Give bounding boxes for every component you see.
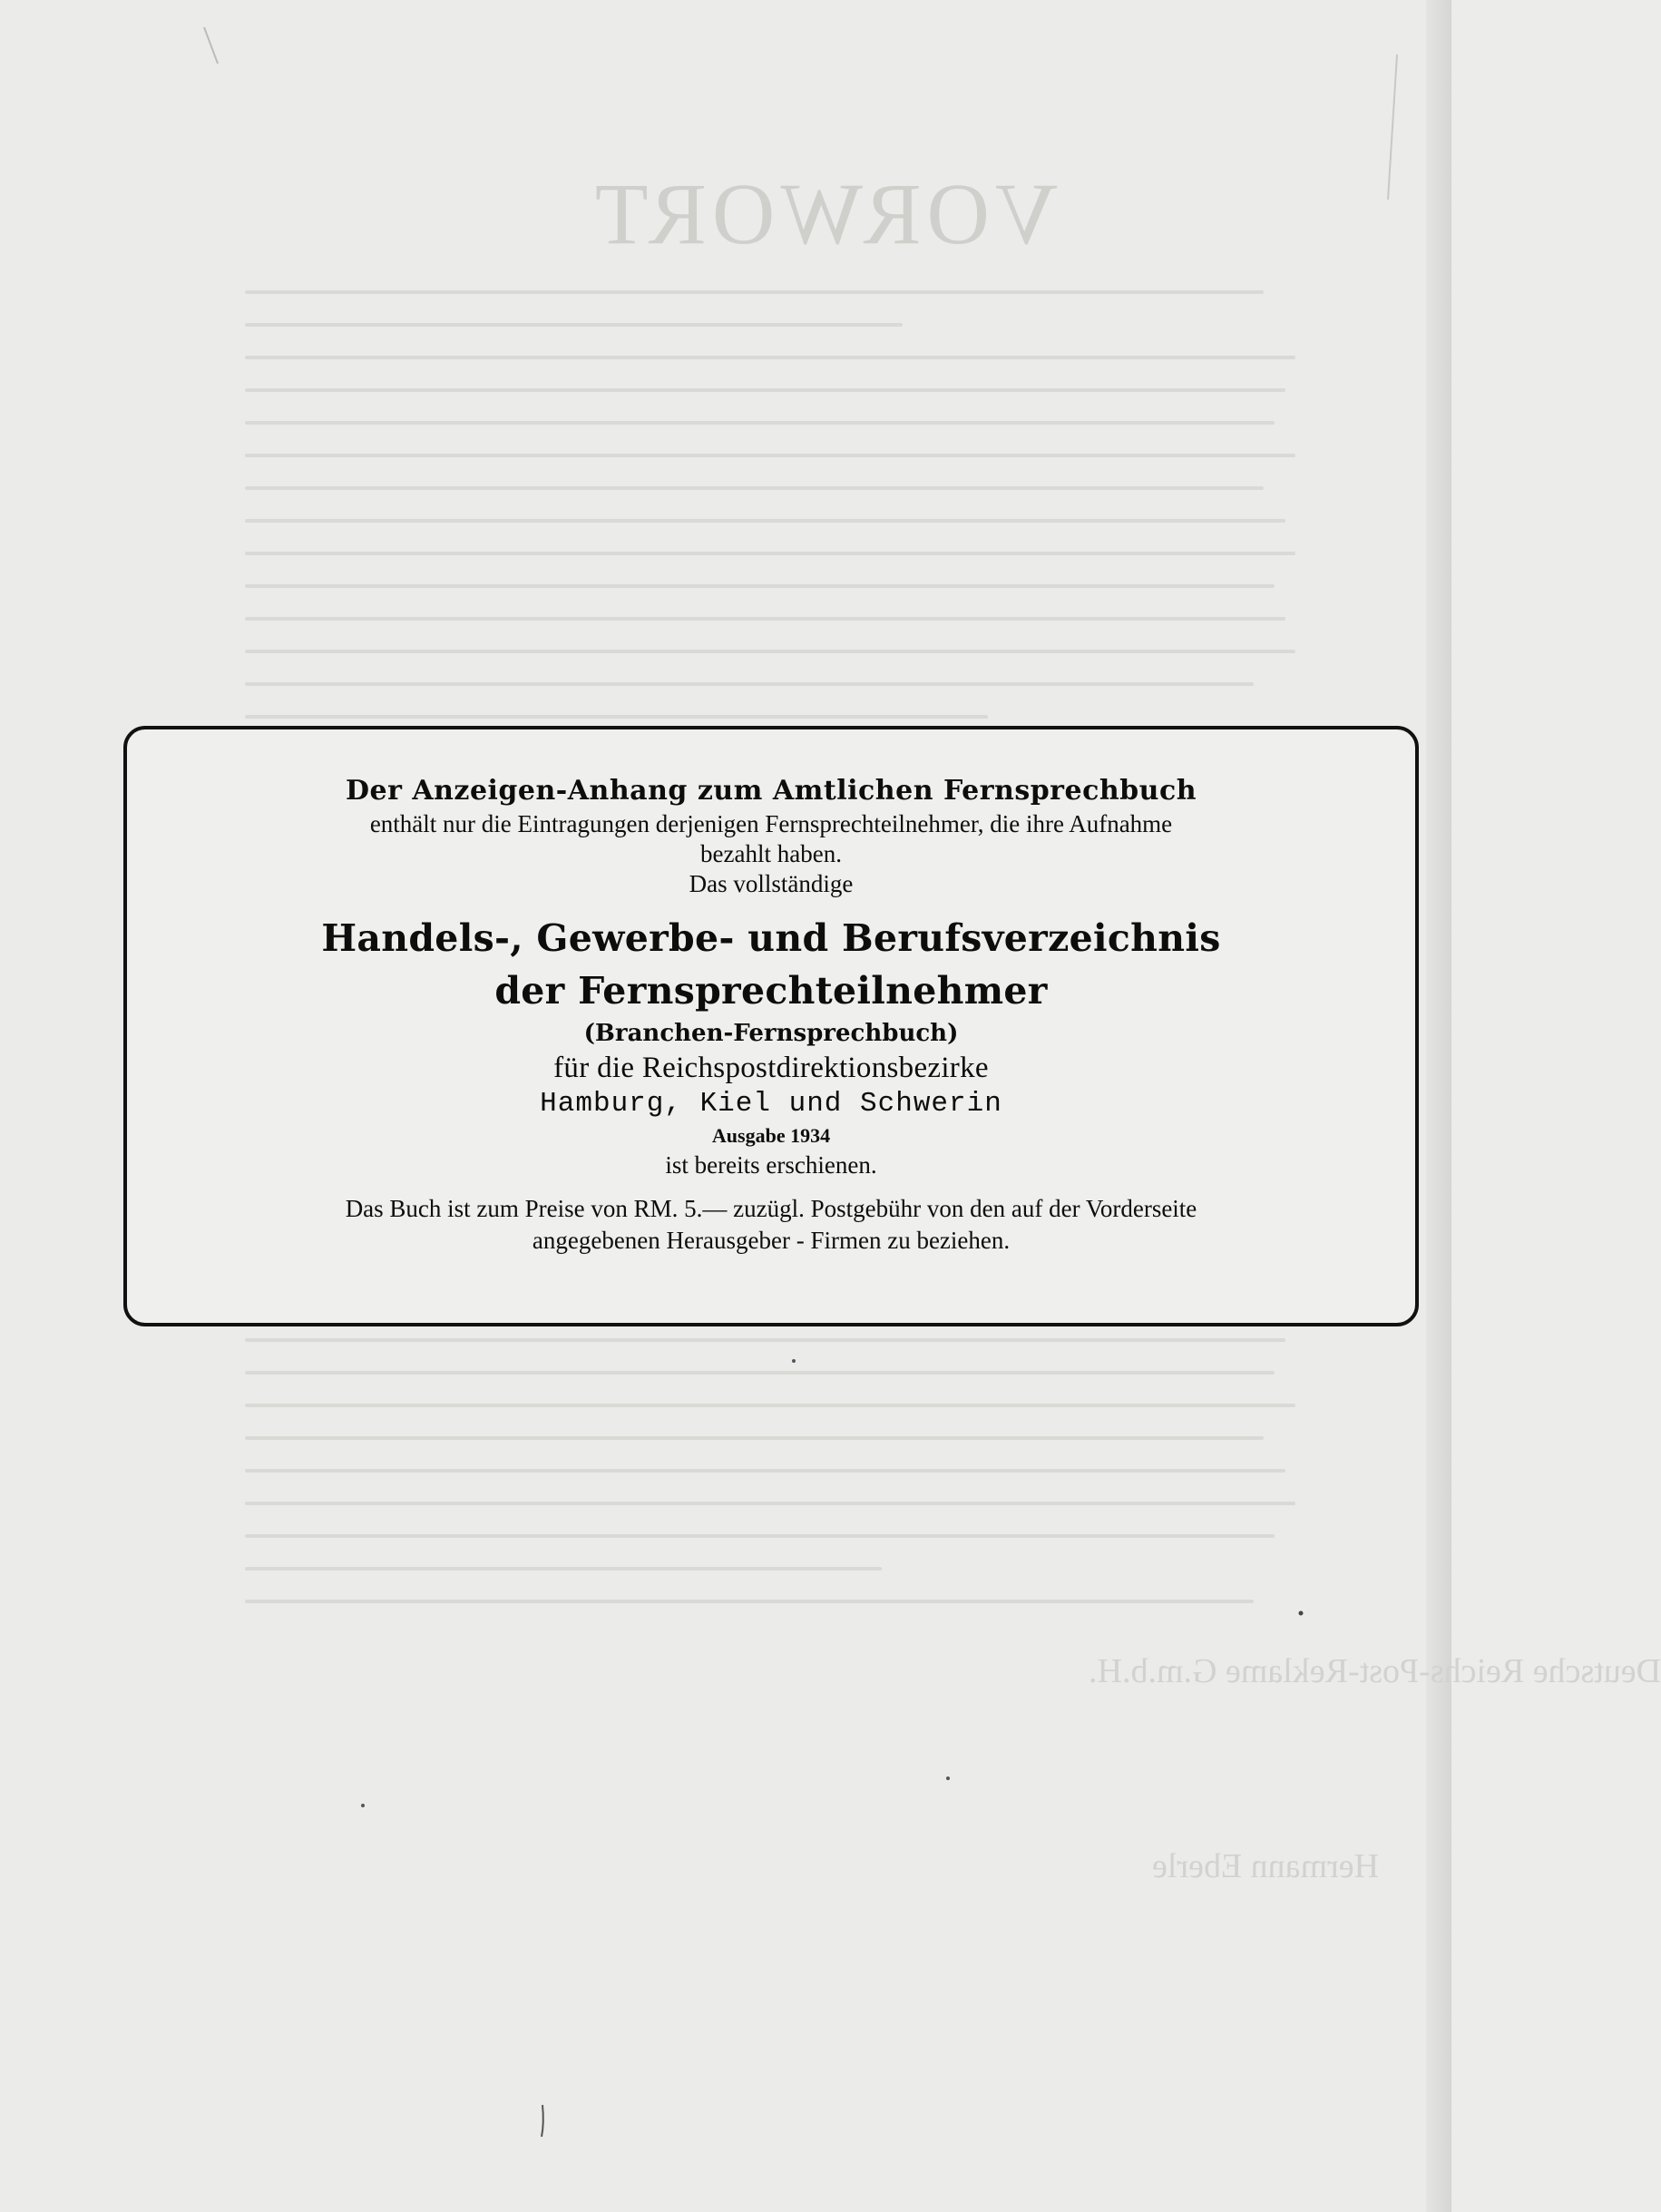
region-line-2: Hamburg, Kiel und Schwerin bbox=[540, 1088, 1002, 1120]
notice-box bbox=[123, 726, 1419, 1326]
price-text-line-1: Das Buch ist zum Preise von RM. 5.— zuzügl. Postgebühr von den auf der Vorderseite bbox=[345, 1195, 1197, 1222]
notice-headline: Der Anzeigen-Anhang zum Amtlichen Fernsprechbuch bbox=[345, 775, 1197, 807]
notice-text-line-2: bezahlt haben. bbox=[700, 840, 842, 867]
status-text: ist bereits erschienen. bbox=[665, 1151, 877, 1179]
notice-text-line-3: Das vollständige bbox=[689, 870, 854, 897]
directory-subtitle: (Branchen-Fernsprechbuch) bbox=[583, 1020, 959, 1047]
price-text-line-2: angegebenen Herausgeber - Firmen zu beziehen. bbox=[532, 1227, 1011, 1254]
region-line-1: für die Reichspostdirektionsbezirke bbox=[553, 1052, 989, 1084]
show-through-signature-2: Hermann Eberle bbox=[1152, 1847, 1380, 1885]
edition-label: Ausgabe 1934 bbox=[711, 1124, 831, 1147]
show-through-signature-1: Deutsche Reichs-Post-Reklame G.m.b.H. bbox=[1089, 1652, 1661, 1690]
show-through-title: VORWORT bbox=[590, 165, 1059, 262]
directory-title-line-2: der Fernsprechteilnehmer bbox=[494, 969, 1048, 1013]
notice-text-line-1: enthält nur die Eintragungen derjenigen Fernsprechteilnehmer, die ihre Aufnahme bbox=[369, 810, 1173, 837]
directory-title-line-1: Handels-, Gewerbe- und Berufsverzeichnis bbox=[321, 916, 1221, 960]
